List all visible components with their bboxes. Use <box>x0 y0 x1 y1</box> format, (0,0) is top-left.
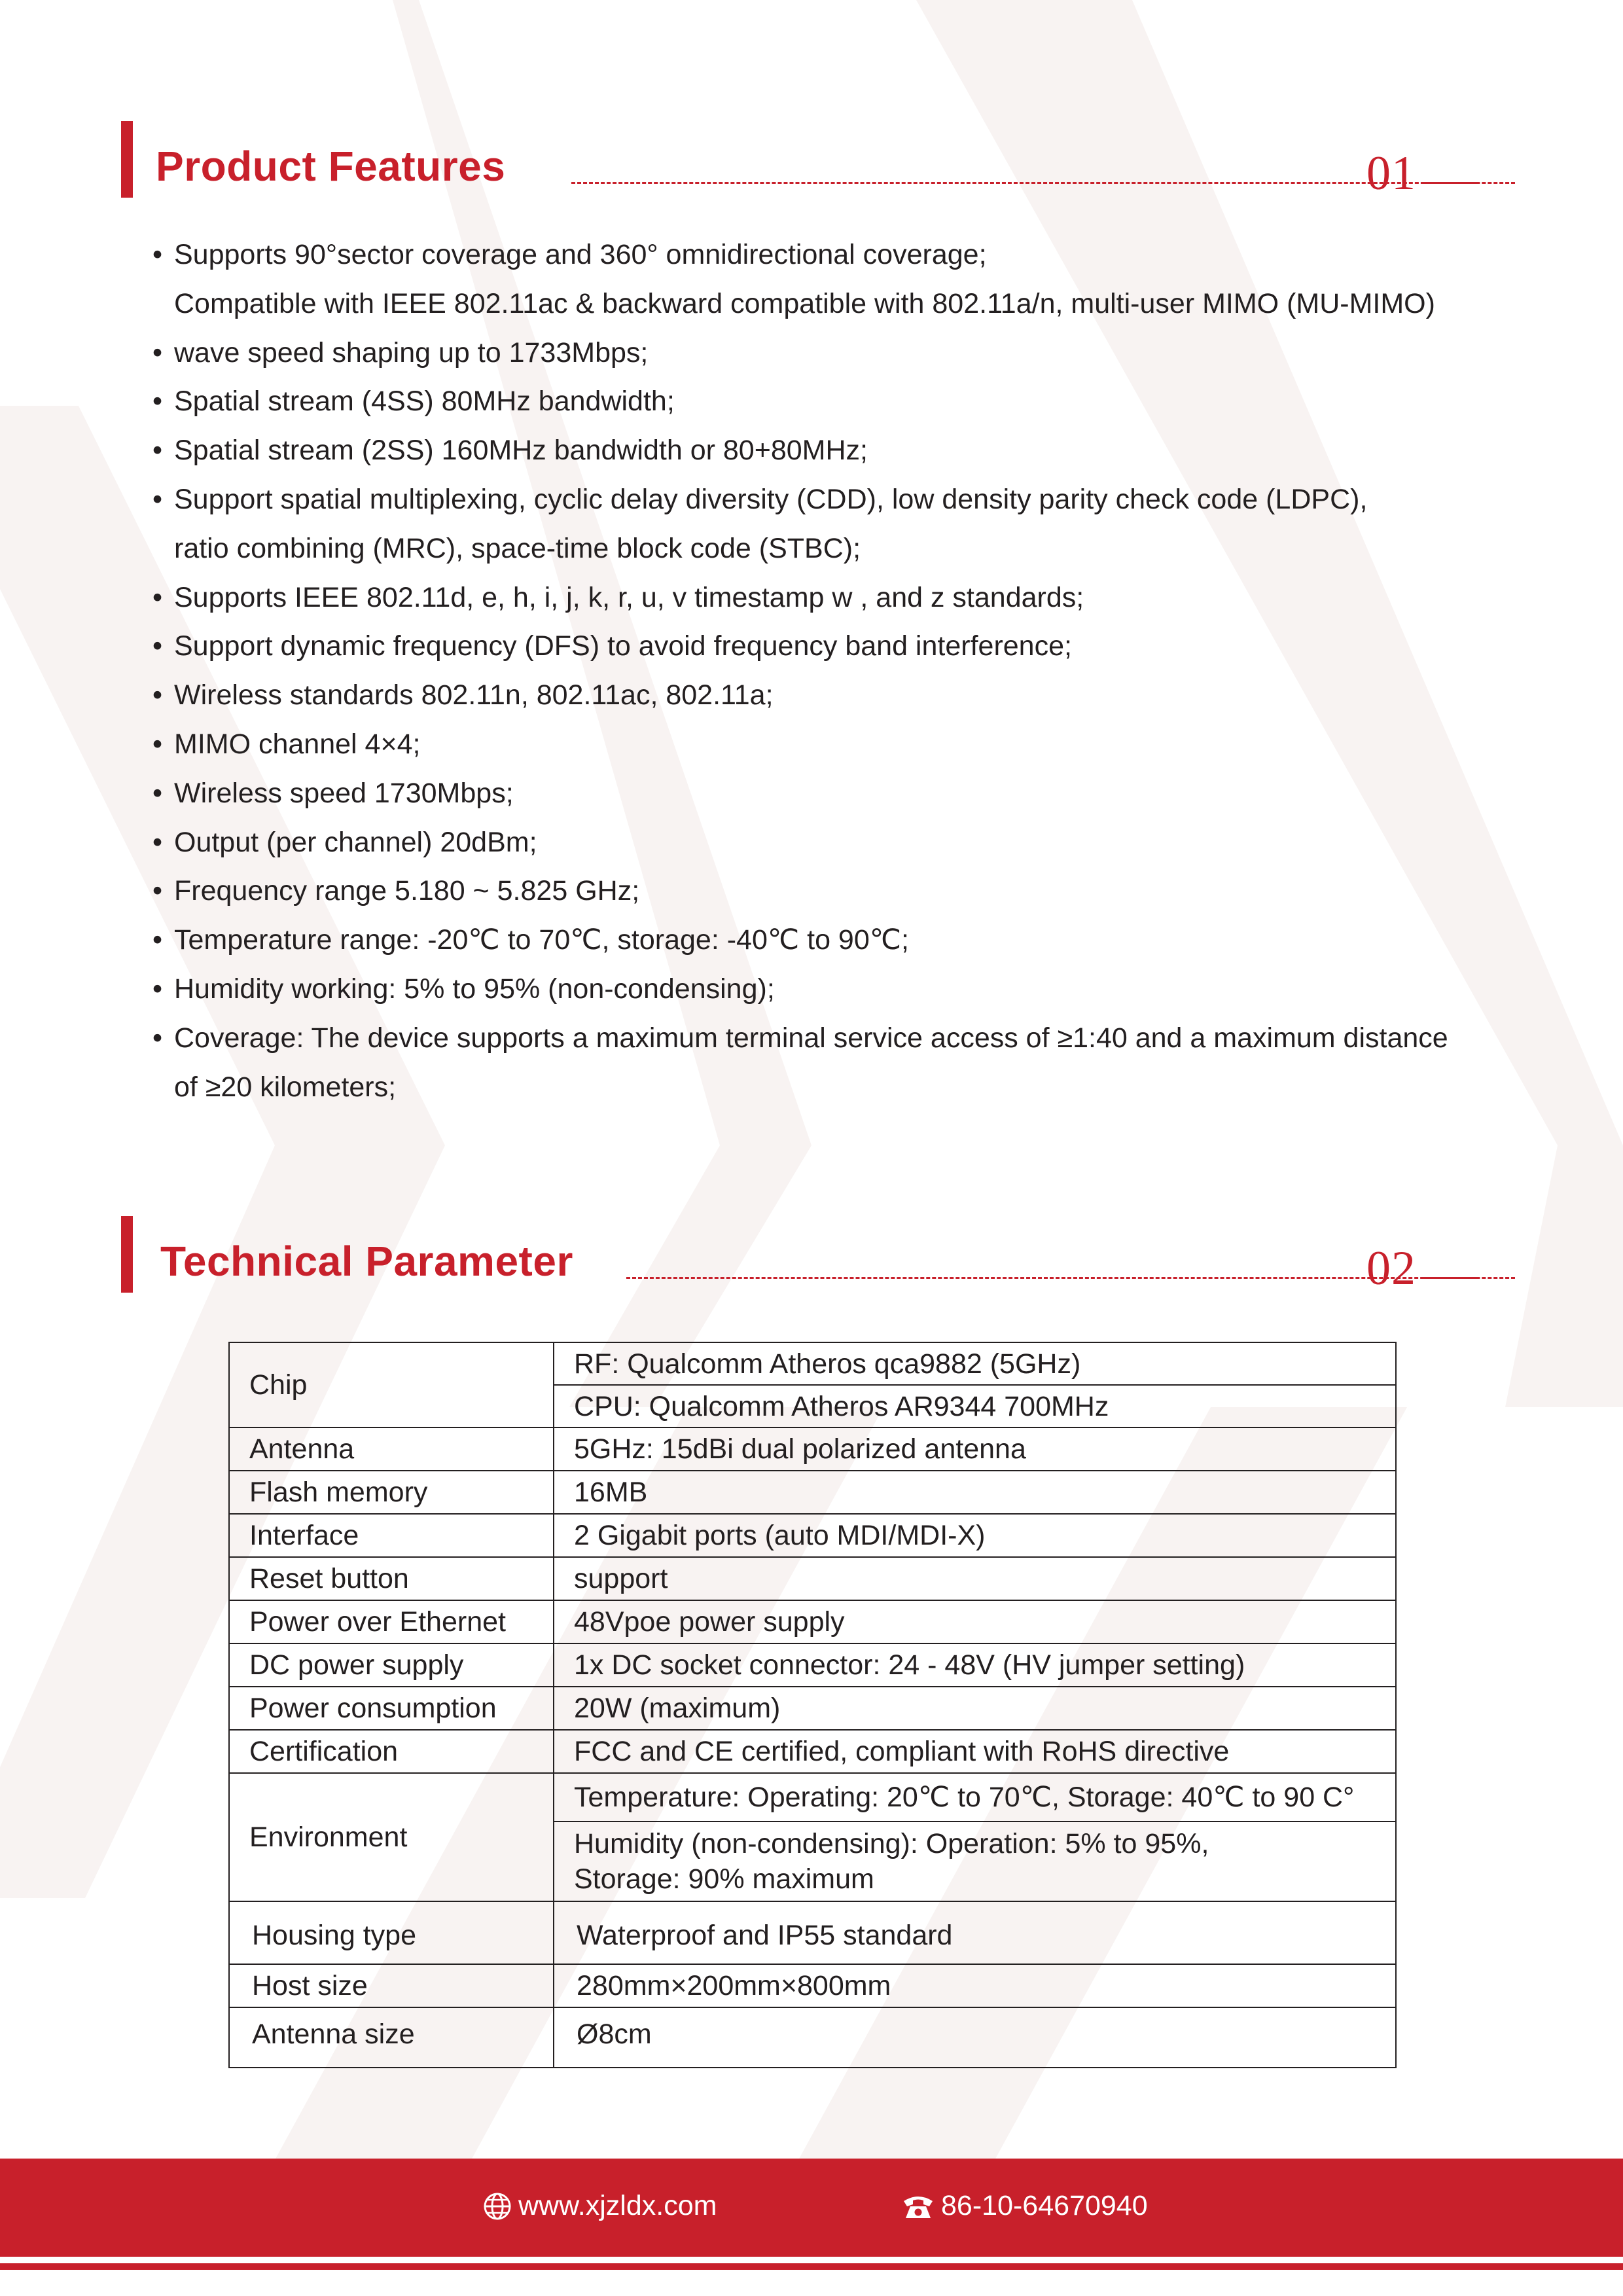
table-value: RF: Qualcomm Atheros qca9882 (5GHz) <box>554 1342 1396 1385</box>
table-label: Power over Ethernet <box>229 1600 554 1643</box>
feature-line: Supports 90°sector coverage and 360° omnidirectional coverage; <box>174 239 987 270</box>
table-row <box>229 1773 1396 1821</box>
footer-bar <box>0 2159 1623 2257</box>
feature-item <box>152 1014 1527 1112</box>
feature-item <box>152 671 1527 720</box>
table-value: 1x DC socket connector: 24 - 48V (HV jumper setting) <box>554 1643 1396 1687</box>
bullet-icon: • <box>152 239 163 270</box>
feature-line: Coverage: The device supports a maximum terminal service access of ≥1:40 and a maximum distance <box>174 1022 1448 1054</box>
footer-rule <box>0 2263 1623 2270</box>
bullet-icon: • <box>152 679 163 711</box>
section-divider-tail <box>1423 1277 1515 1279</box>
section-number: 02 <box>1366 1242 1416 1295</box>
section-title: Product Features <box>156 143 506 190</box>
table-value: 48Vpoe power supply <box>554 1600 1396 1643</box>
table-value: 5GHz: 15dBi dual polarized antenna <box>554 1427 1396 1471</box>
feature-item <box>152 426 1527 475</box>
feature-line: MIMO channel 4×4; <box>174 728 421 760</box>
table-value: CPU: Qualcomm Atheros AR9344 700MHz <box>554 1385 1396 1427</box>
table-value-line: Storage: 90% maximum <box>574 1863 874 1895</box>
table-value <box>554 1821 1396 1901</box>
table-row <box>229 1600 1396 1643</box>
table-row <box>229 1730 1396 1773</box>
feature-item <box>152 867 1527 916</box>
feature-line: wave speed shaping up to 1733Mbps; <box>174 336 649 368</box>
table-value: Ø8cm <box>554 2007 1396 2068</box>
table-label: Environment <box>229 1773 554 1901</box>
table-row <box>229 1471 1396 1514</box>
table-value: 280mm×200mm×800mm <box>554 1964 1396 2007</box>
feature-item <box>152 230 1527 329</box>
table-value: support <box>554 1557 1396 1600</box>
table-value: Temperature: Operating: 20℃ to 70℃, Storage: 40℃ to 90 C° <box>554 1773 1396 1821</box>
bullet-icon: • <box>152 973 163 1005</box>
table-label: Flash memory <box>229 1471 554 1514</box>
bullet-icon: • <box>152 336 163 368</box>
feature-line: Supports IEEE 802.11d, e, h, i, j, k, r, u, v timestamp w , and z standards; <box>174 581 1084 613</box>
table-value: FCC and CE certified, compliant with RoHS directive <box>554 1730 1396 1773</box>
feature-line: Wireless speed 1730Mbps; <box>174 777 514 809</box>
table-row <box>229 1514 1396 1557</box>
feature-line: of ≥20 kilometers; <box>174 1071 397 1103</box>
bullet-icon: • <box>152 728 163 760</box>
feature-item <box>152 769 1527 818</box>
phone-icon <box>902 2192 935 2221</box>
bullet-icon: • <box>152 630 163 662</box>
feature-list <box>152 230 1527 1111</box>
bullet-icon: • <box>152 483 163 515</box>
table-label: Host size <box>229 1964 554 2007</box>
table-label: Reset button <box>229 1557 554 1600</box>
table-label: Antenna <box>229 1427 554 1471</box>
bullet-icon: • <box>152 875 163 907</box>
section-divider <box>571 182 1478 184</box>
feature-line: Wireless standards 802.11n, 802.11ac, 802.11a; <box>174 679 774 711</box>
table-row <box>229 1687 1396 1730</box>
table-row <box>229 1901 1396 1964</box>
section-divider-tail <box>1423 182 1515 184</box>
bullet-icon: • <box>152 435 163 467</box>
feature-item <box>152 329 1527 378</box>
table-label: Interface <box>229 1514 554 1557</box>
table-row <box>229 2007 1396 2068</box>
bullet-icon: • <box>152 581 163 613</box>
feature-line: Compatible with IEEE 802.11ac & backward compatible with 802.11a/n, multi-user MIMO (MU-MIMO) <box>174 287 1435 319</box>
section-accent-bar <box>121 121 133 198</box>
feature-item <box>152 916 1527 965</box>
feature-line: ratio combining (MRC), space-time block code (STBC); <box>174 532 861 564</box>
table-row <box>229 1557 1396 1600</box>
table-value-line: Humidity (non-condensing): Operation: 5% to 95%, <box>574 1828 1209 1859</box>
bullet-icon: • <box>152 924 163 956</box>
section-number: 01 <box>1366 147 1416 200</box>
bullet-icon: • <box>152 826 163 858</box>
feature-line: Support spatial multiplexing, cyclic delay diversity (CDD), low density parity check code (LDPC), <box>174 483 1368 515</box>
bullet-icon: • <box>152 386 163 418</box>
table-value: 2 Gigabit ports (auto MDI/MDI-X) <box>554 1514 1396 1557</box>
feature-line: Spatial stream (2SS) 160MHz bandwidth or 80+80MHz; <box>174 435 868 467</box>
section-accent-bar <box>121 1216 133 1293</box>
feature-line: Temperature range: -20℃ to 70℃, storage: -40℃ to 90℃; <box>174 924 909 956</box>
table-value: Waterproof and IP55 standard <box>554 1901 1396 1964</box>
table-label: Chip <box>229 1342 554 1427</box>
table-label: Power consumption <box>229 1687 554 1730</box>
section-divider <box>626 1277 1477 1279</box>
table-row <box>229 1964 1396 2007</box>
section-header-params <box>121 1216 1515 1301</box>
footer-phone-text: 86-10-64670940 <box>941 2190 1148 2221</box>
feature-line: Frequency range 5.180 ~ 5.825 GHz; <box>174 875 640 907</box>
footer-phone[interactable] <box>902 2190 1148 2222</box>
table-value: 20W (maximum) <box>554 1687 1396 1730</box>
feature-item <box>152 720 1527 769</box>
feature-item <box>152 573 1527 622</box>
feature-line: Output (per channel) 20dBm; <box>174 826 537 858</box>
spec-table <box>228 1342 1397 2068</box>
section-title: Technical Parameter <box>160 1238 573 1285</box>
table-label: DC power supply <box>229 1643 554 1687</box>
globe-icon <box>483 2192 512 2221</box>
footer-website-text: www.xjzldx.com <box>518 2190 717 2221</box>
footer-website[interactable] <box>483 2190 717 2222</box>
feature-item <box>152 622 1527 671</box>
bullet-icon: • <box>152 1022 163 1054</box>
feature-line: Spatial stream (4SS) 80MHz bandwidth; <box>174 386 675 418</box>
table-label: Antenna size <box>229 2007 554 2068</box>
feature-item <box>152 965 1527 1014</box>
table-label: Housing type <box>229 1901 554 1964</box>
table-row <box>229 1342 1396 1385</box>
table-label: Certification <box>229 1730 554 1773</box>
feature-item <box>152 818 1527 867</box>
table-value: 16MB <box>554 1471 1396 1514</box>
table-row <box>229 1643 1396 1687</box>
bullet-icon: • <box>152 777 163 809</box>
feature-item <box>152 475 1527 573</box>
section-header-features <box>121 121 1515 206</box>
feature-item <box>152 377 1527 426</box>
feature-line: Humidity working: 5% to 95% (non-condensing); <box>174 973 775 1005</box>
table-row <box>229 1427 1396 1471</box>
feature-line: Support dynamic frequency (DFS) to avoid frequency band interference; <box>174 630 1072 662</box>
